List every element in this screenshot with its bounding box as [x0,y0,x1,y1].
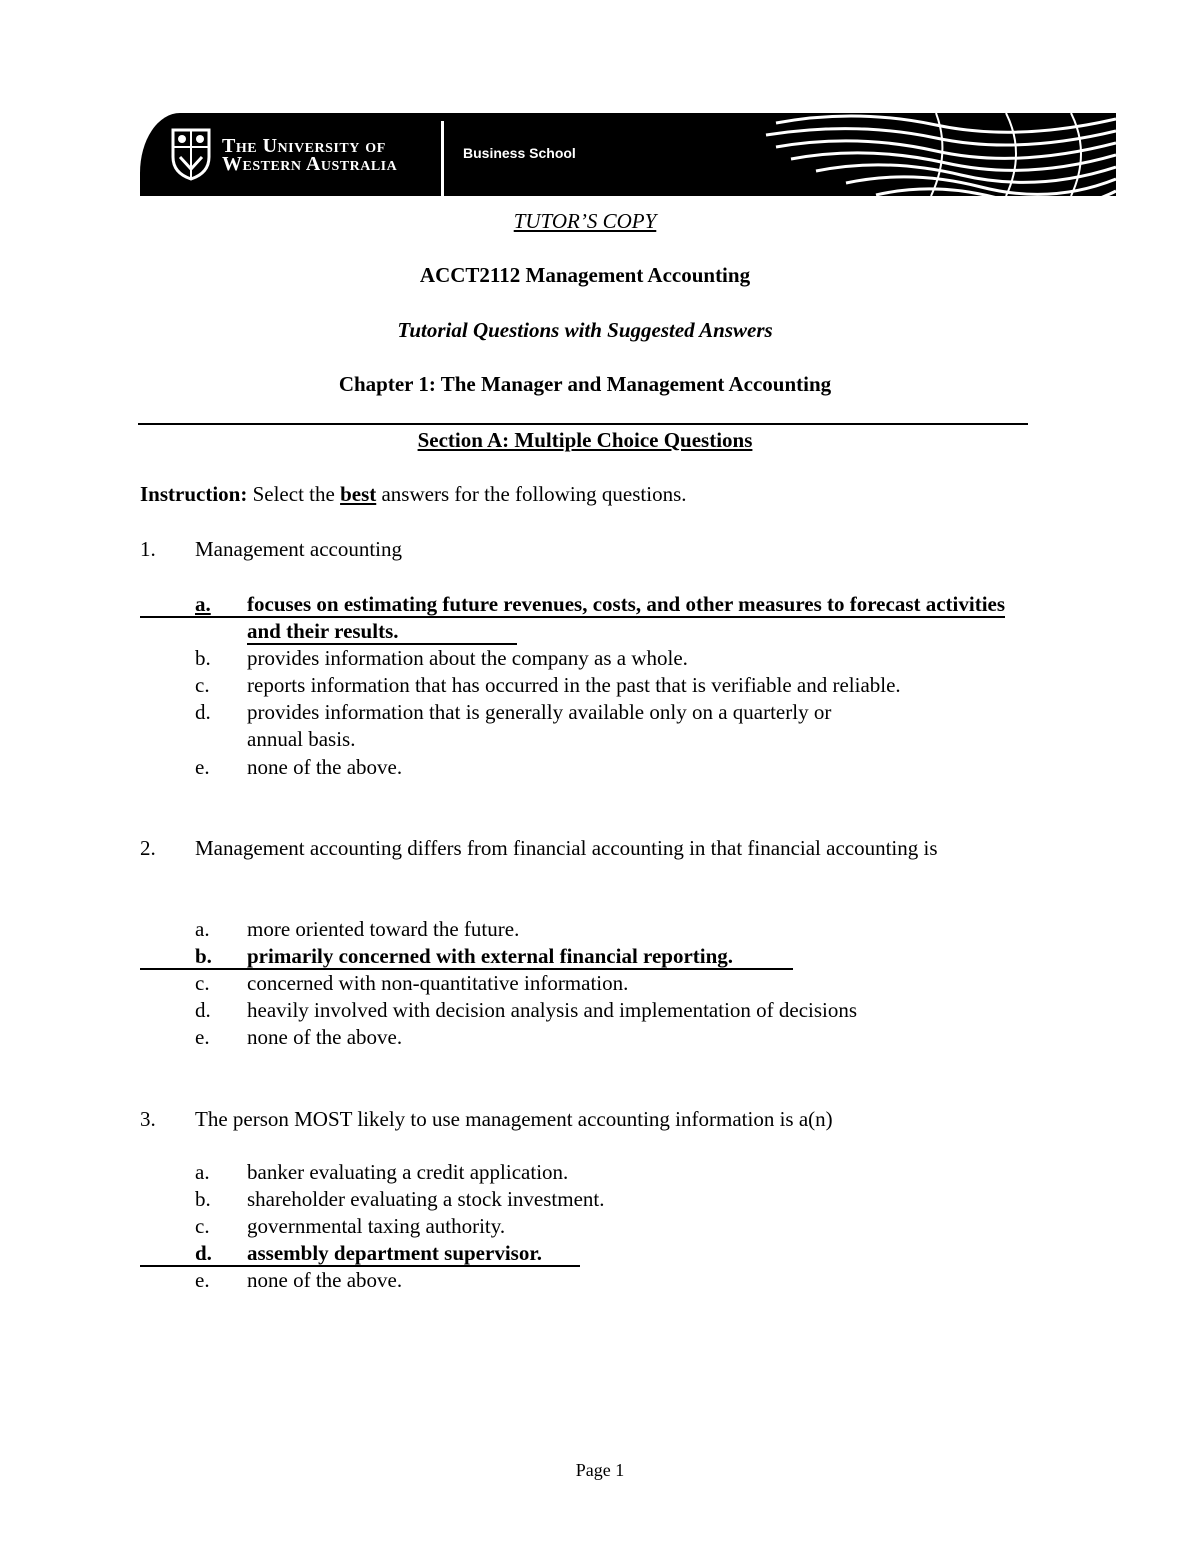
option-text: none of the above. [247,1268,403,1292]
instruction-post: answers for the following questions. [376,482,687,506]
option-text: focuses on estimating future revenues, costs, and other measures to forecast activities and their results. [247,592,1006,643]
question-number: 2. [140,836,156,860]
option-text: none of the above. [247,755,403,779]
option-letter: a. [195,1160,210,1184]
section-heading: Section A: Multiple Choice Questions [417,428,753,452]
university-crest-icon [170,127,212,181]
option-letter: b. [195,944,212,968]
option-letter: a. [195,917,210,941]
option-text: provides information that is generally available only on a quarterly or annual basis. [247,700,832,751]
option-letter: c. [195,673,210,697]
university-name [222,137,397,173]
option-letter: c. [195,1214,210,1238]
option-letter: d. [195,1241,212,1265]
option-letter: d. [195,998,211,1022]
university-banner [140,113,1116,196]
option-text: assembly department supervisor. [247,1241,542,1265]
option-text: concerned with non-quantitative information. [247,971,629,995]
option-text: shareholder evaluating a stock investment. [247,1187,605,1211]
question-number: 1. [140,537,156,561]
option-text: none of the above. [247,1025,403,1049]
horizontal-rule [138,423,1028,425]
tutor-copy-label: TUTOR’S COPY [513,209,657,233]
instruction-text [140,482,687,507]
university-name-line2: Western Australia [222,153,398,175]
option-letter: b. [195,646,211,670]
question-text: The person MOST likely to use management accounting information is a(n) [195,1107,833,1131]
school-name: Business School [463,145,576,161]
option-letter: e. [195,1025,210,1049]
wave-pattern-graphic [736,113,1116,196]
question-text: Management accounting differs from financial accounting in that financial accounting is [195,836,938,860]
instruction-emphasis: best [340,482,377,506]
option-text: provides information about the company as a whole. [247,646,688,670]
option-text: heavily involved with decision analysis and implementation of decisions [247,998,858,1022]
course-title: ACCT2112 Management Accounting [419,263,751,287]
banner-divider [441,121,444,196]
question-text: Management accounting [195,537,403,561]
option-text: primarily concerned with external financial reporting. [247,944,734,968]
option-letter: c. [195,971,210,995]
option-letter: a. [195,592,211,616]
instruction-label: Instruction: [140,482,248,506]
option-letter: b. [195,1187,211,1211]
option-text: more oriented toward the future. [247,917,520,941]
question-number: 3. [140,1107,156,1131]
instruction-pre: Select the [247,482,341,506]
option-letter: d. [195,700,211,724]
option-letter: e. [195,1268,210,1292]
option-text: governmental taxing authority. [247,1214,506,1238]
chapter-title: Chapter 1: The Manager and Management Accounting [338,372,832,396]
page-number: Page 1 [575,1460,625,1480]
option-letter: e. [195,755,210,779]
document-subtitle: Tutorial Questions with Suggested Answers [397,318,773,342]
option-text: reports information that has occurred in the past that is verifiable and reliable. [247,673,901,697]
option-text: banker evaluating a credit application. [247,1160,569,1184]
university-name-line1: The University of [222,135,386,157]
